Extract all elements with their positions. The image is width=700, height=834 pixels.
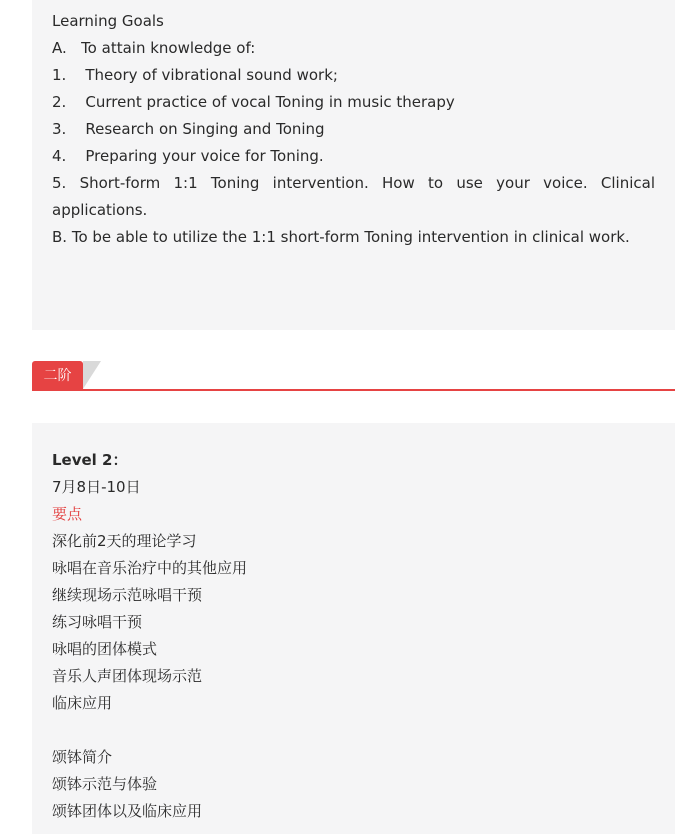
goal-item-1: 1. Theory of vibrational sound work; bbox=[52, 66, 338, 84]
bowl-point-item: 颂钵团体以及临床应用 bbox=[52, 802, 203, 820]
tag-shadow bbox=[83, 361, 101, 389]
goal-item-2: 2. Current practice of vocal Toning in music therapy bbox=[52, 93, 455, 111]
point-item: 咏唱的团体模式 bbox=[52, 640, 158, 658]
level-2-panel bbox=[32, 423, 675, 834]
spacer bbox=[52, 717, 655, 744]
point-item: 练习咏唱干预 bbox=[52, 613, 143, 631]
point-item: 深化前2天的理论学习 bbox=[52, 532, 197, 550]
level-2-title: Level 2： bbox=[52, 451, 128, 469]
goal-item-4: 4. Preparing your voice for Toning. bbox=[52, 147, 324, 165]
level-2-dates: 7月8日-10日 bbox=[52, 478, 141, 496]
section-header-level-2 bbox=[32, 360, 675, 392]
goal-section-b: B. To be able to utilize the 1:1 short-form Toning intervention in clinical work. bbox=[52, 228, 630, 246]
bowl-point-item: 颂钵简介 bbox=[52, 748, 113, 766]
section-divider bbox=[32, 389, 675, 391]
learning-goals-heading: Learning Goals bbox=[52, 12, 164, 30]
learning-goals-panel bbox=[32, 0, 675, 330]
goal-item-3: 3. Research on Singing and Toning bbox=[52, 120, 325, 138]
bowl-point-item: 颂钵示范与体验 bbox=[52, 775, 158, 793]
point-item: 咏唱在音乐治疗中的其他应用 bbox=[52, 559, 248, 577]
point-item: 临床应用 bbox=[52, 694, 113, 712]
key-points-label: 要点 bbox=[52, 505, 83, 523]
goal-item-5: 5. Short-form 1:1 Toning intervention. How to use your voice. Clinical applications. bbox=[52, 174, 655, 219]
point-item: 音乐人声团体现场示范 bbox=[52, 667, 203, 685]
goal-section-a: A. To attain knowledge of: bbox=[52, 39, 256, 57]
section-tag: 二阶 bbox=[32, 361, 83, 389]
point-item: 继续现场示范咏唱干预 bbox=[52, 586, 203, 604]
